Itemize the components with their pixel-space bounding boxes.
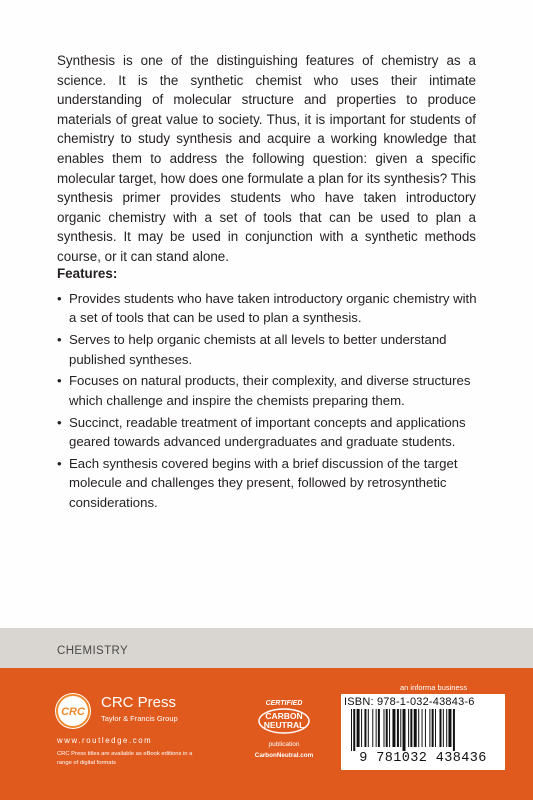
barcode-bar bbox=[397, 709, 399, 747]
badge-publication: publication bbox=[268, 741, 300, 748]
barcode-bar bbox=[403, 709, 406, 751]
subject-category: CHEMISTRY bbox=[57, 645, 129, 657]
badge-site: CarbonNeutral.com bbox=[254, 752, 314, 759]
feature-text: Each synthesis covered begins with a brief discussion of the target molecule and challenges they present, followed by retrosynthetic considerations. bbox=[69, 455, 458, 510]
crc-logo-text: CRC bbox=[61, 706, 85, 718]
informa-business: an informa business bbox=[400, 683, 468, 692]
isbn-label: ISBN: 978-1-032-43843-6 bbox=[344, 696, 475, 708]
feature-item bbox=[57, 454, 481, 512]
bullet-icon: • bbox=[57, 455, 62, 471]
barcode-image bbox=[351, 709, 501, 751]
barcode-bar bbox=[364, 709, 366, 747]
barcode-bar bbox=[357, 709, 360, 747]
feature-text: Serves to help organic chemists at all levels to better understand published syntheses. bbox=[69, 332, 447, 367]
barcode-bar bbox=[425, 709, 426, 747]
barcode-bar bbox=[422, 709, 423, 747]
publisher-name: CRC Press bbox=[101, 694, 177, 711]
barcode-bar bbox=[453, 709, 455, 751]
barcode-bar bbox=[383, 709, 384, 747]
isbn-barcode-box bbox=[341, 694, 505, 770]
barcode-bar bbox=[361, 709, 362, 747]
publisher-group: Taylor & Francis Group bbox=[101, 714, 178, 723]
carbon-neutral-badge bbox=[248, 694, 320, 766]
publisher-url[interactable]: www.routledge.com bbox=[57, 736, 153, 745]
barcode-bar bbox=[386, 709, 388, 747]
feature-text: Provides students who have taken introductory organic chemistry with a set of tools that can be used to plan a synthesis. bbox=[69, 291, 477, 326]
feature-item bbox=[57, 413, 481, 452]
barcode-bar bbox=[435, 709, 436, 747]
feature-item bbox=[57, 371, 481, 410]
barcode-bar bbox=[389, 709, 390, 747]
barcode-bar bbox=[378, 709, 380, 747]
barcode-bar bbox=[372, 709, 373, 747]
bullet-icon: • bbox=[57, 332, 62, 348]
barcode-bar bbox=[448, 709, 451, 747]
barcode-bar bbox=[400, 709, 401, 747]
barcode-bar bbox=[432, 709, 434, 747]
feature-text: Focuses on natural products, their complexity, and diverse structures which challenge and inspire the chemists preparing them. bbox=[69, 373, 471, 408]
bullet-icon: • bbox=[57, 291, 62, 306]
barcode-bar bbox=[410, 709, 412, 747]
badge-certified: CERTIFIED bbox=[265, 700, 303, 707]
category-band bbox=[0, 628, 533, 668]
barcode-bar bbox=[376, 709, 377, 747]
barcode-bar bbox=[392, 709, 395, 747]
isbn-digits: 9 781032 438436 bbox=[359, 751, 487, 766]
barcode-bar bbox=[353, 709, 355, 751]
badge-carbon: CARBON bbox=[265, 711, 303, 721]
barcode-bar bbox=[414, 709, 417, 747]
barcode-bar bbox=[351, 709, 352, 751]
badge-neutral: NEUTRAL bbox=[263, 720, 305, 730]
barcode-bar bbox=[446, 709, 447, 747]
bullet-icon: • bbox=[57, 373, 62, 389]
barcode-bar bbox=[443, 709, 444, 747]
features-list bbox=[57, 289, 481, 514]
feature-item bbox=[57, 330, 481, 369]
features-heading: Features: bbox=[57, 266, 118, 281]
barcode-bar bbox=[429, 709, 430, 747]
crc-press-logo bbox=[54, 692, 92, 730]
bullet-icon: • bbox=[57, 414, 62, 430]
barcode-bar bbox=[439, 709, 441, 747]
feature-text: Succinct, readable treatment of important concepts and applications geared towards advanced undergraduates and graduate students. bbox=[69, 414, 466, 450]
feature-item bbox=[57, 289, 481, 328]
book-description: Synthesis is one of the distinguishing features of chemistry as a science. It is the synthetic chemist who uses their intimate understanding of molecular structure and properties to produce materials of great value to society. Thus, it is important for students of chemistry to study synthesis and acquire a working knowledge that enables them to address the following question: given a specific molecular target, how does one formulate a plan for its synthesis? This synthesis primer provides students who have taken introductory organic chemistry with a set of tools that can be used to plan a synthesis. It may be used in conjunction with a synthetic methods course, or it can stand alone. bbox=[57, 53, 476, 264]
barcode-bar bbox=[408, 709, 409, 747]
barcode-bar bbox=[368, 709, 369, 747]
barcode-bars bbox=[351, 709, 455, 751]
barcode-bar bbox=[418, 709, 419, 747]
ebook-note: CRC Press titles are available as eBook editions in a range of digital formats bbox=[57, 751, 193, 766]
